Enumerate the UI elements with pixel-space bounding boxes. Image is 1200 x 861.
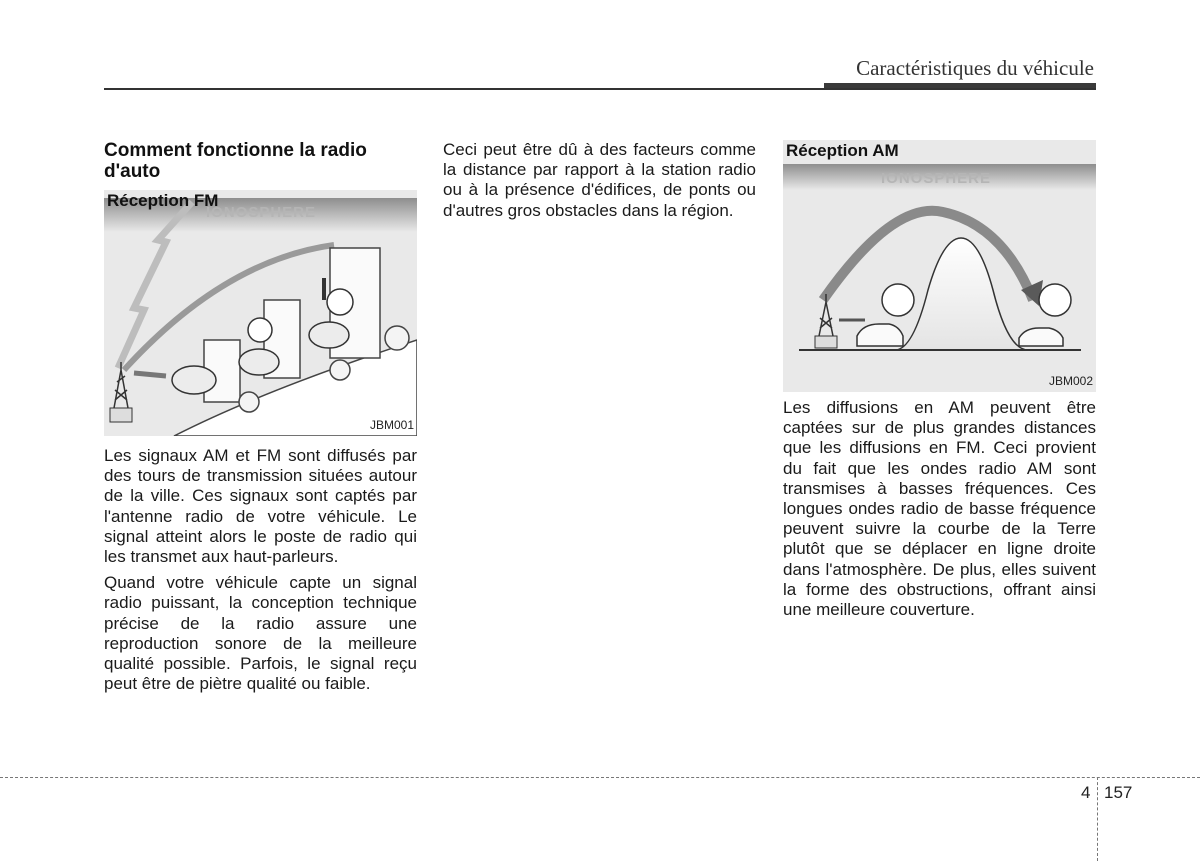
sound-bubble-icon xyxy=(1039,284,1071,316)
chapter-number: 4 xyxy=(1081,783,1091,802)
header-rule xyxy=(104,88,1096,90)
car-icon xyxy=(1019,328,1063,346)
radio-tower-icon xyxy=(110,362,132,422)
column-3 xyxy=(783,140,1096,626)
sound-bubble-icon xyxy=(882,284,914,316)
paragraph: Ceci peut être dû à des facteurs comme la distance par rapport à la station radio ou à la présence d'édifices, de ponts ou d'autres gros obstacles dans la région. xyxy=(443,140,756,220)
car-icon xyxy=(239,349,279,375)
figure-title: Réception AM xyxy=(786,141,899,160)
column-2 xyxy=(443,140,756,227)
car-icon xyxy=(309,322,349,348)
fm-reception-figure xyxy=(104,190,417,436)
transmission-arrow-icon xyxy=(134,373,166,376)
tree-icon xyxy=(330,360,350,380)
footer-dashed-rule xyxy=(0,777,1200,778)
car-icon xyxy=(857,324,903,346)
am-reception-figure xyxy=(783,140,1096,392)
tree-icon xyxy=(239,392,259,412)
figure-code: JBM001 xyxy=(369,418,414,432)
am-reception-illustration xyxy=(783,140,1096,392)
am-wave-arc-icon xyxy=(823,211,1033,300)
figure-code: JBM002 xyxy=(1048,374,1093,388)
tree-icon xyxy=(385,326,409,350)
radio-tower-icon xyxy=(815,294,837,348)
paragraph: Les signaux AM et FM sont diffusés par des tours de transmission situées autour de la ville. Ces signaux sont captés par l'antenne radio de votre véhicule. Le signal atteint alors le poste de radio qui les transmet aux haut-parleurs. xyxy=(104,446,417,567)
running-header-title: Caractéristiques du véhicule xyxy=(856,56,1094,80)
footer-vertical-rule xyxy=(1097,777,1098,861)
clear-sound-bubble-icon xyxy=(327,289,353,315)
column-1 xyxy=(104,140,417,700)
paragraph: Les diffusions en AM peuvent être captées sur de plus grandes distances que les diffusions en FM. Ceci provient du fait que les ondes radio AM sont transmises à basses fréquences. Ces longues ondes radio de basse fréquence peuvent suivre la courbe de la Terre plutôt que se déplacer en ligne droite dans l'atmosphère. De plus, elles suivent la forme des obstructions, offrant ainsi une meilleure couverture. xyxy=(783,398,1096,620)
distorted-sound-bubble-icon xyxy=(248,318,272,342)
ionosphere-label: IONOSPHERE xyxy=(881,170,992,187)
section-heading: Comment fonctionne la radio d'auto xyxy=(104,140,367,182)
ionosphere-label: IONOSPHERE xyxy=(206,204,317,221)
fm-reception-illustration xyxy=(104,190,417,436)
page-number: 157 xyxy=(1104,783,1133,802)
figure-title: Réception FM xyxy=(107,191,219,210)
car-icon xyxy=(172,366,216,394)
paragraph: Quand votre véhicule capte un signal radio puissant, la conception technique précise de la radio assure une reproduction sonore de la meilleure qualité possible. Parfois, le signal reçu peut être de piètre qualité ou faible. xyxy=(104,573,417,694)
